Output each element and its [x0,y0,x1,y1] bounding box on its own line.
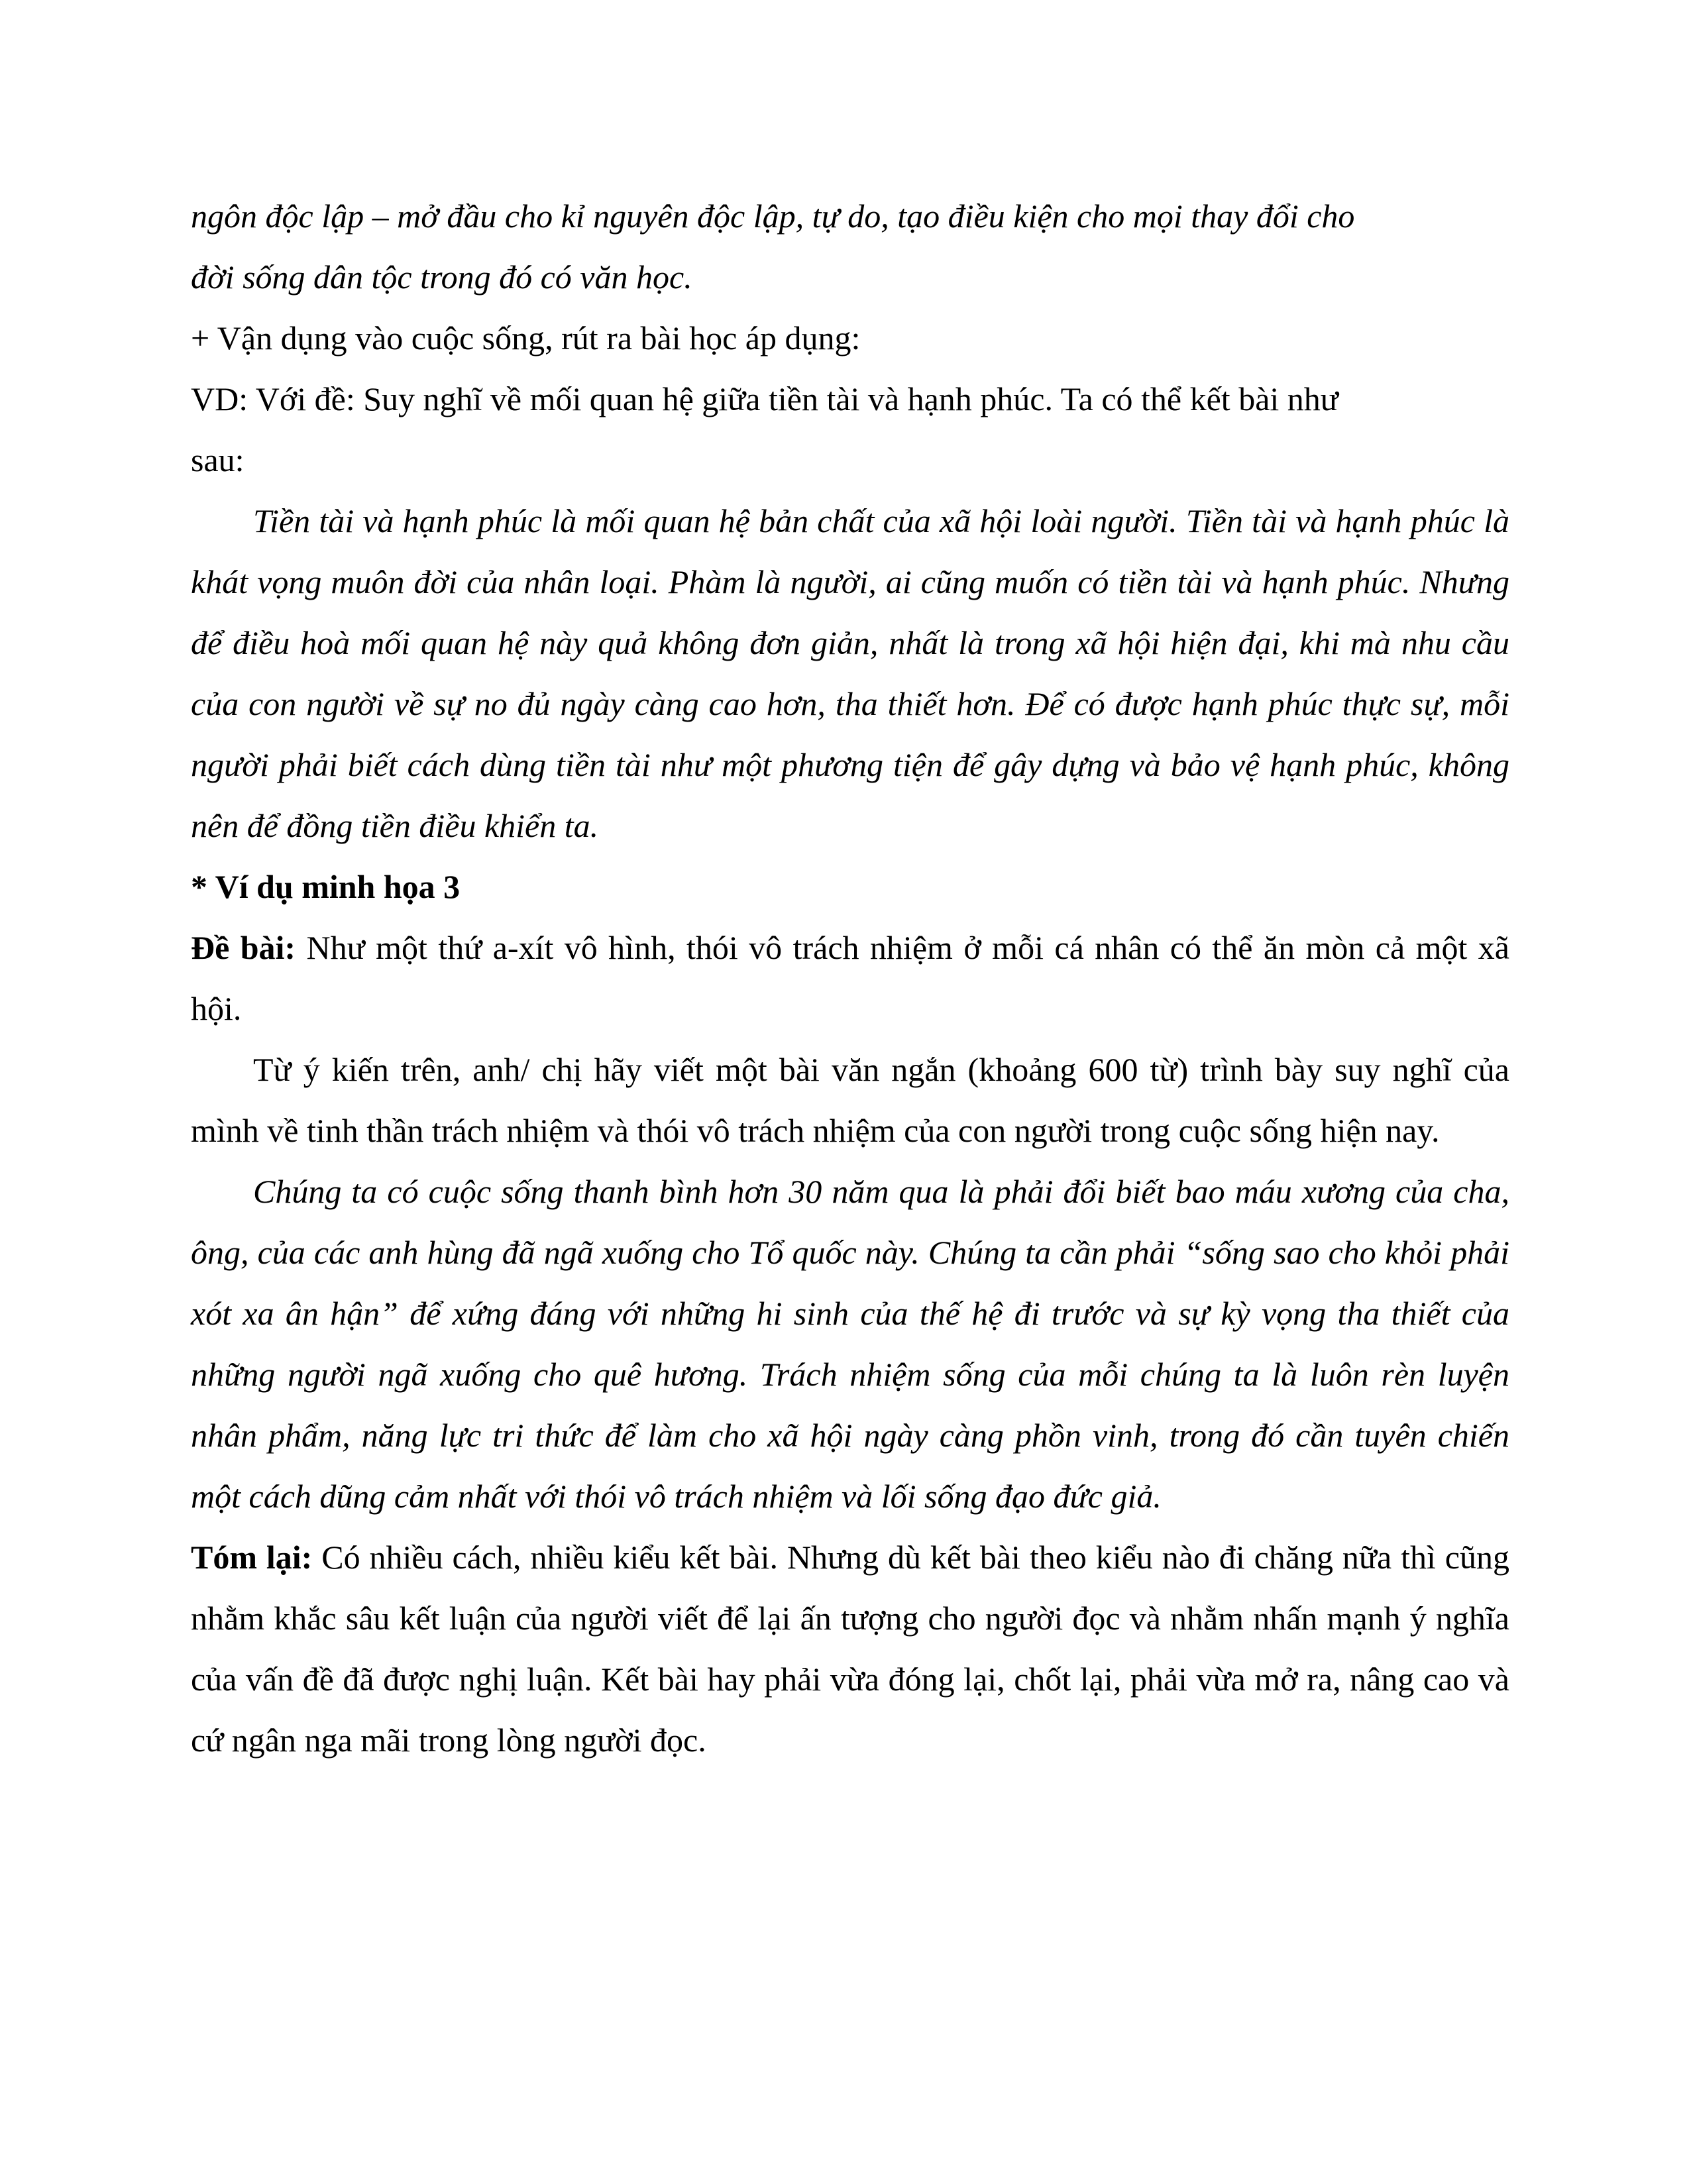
example-intro-line-2: sau: [191,441,245,478]
example3-heading: * Ví dụ minh họa 3 [191,868,461,905]
document-page [191,186,1509,1771]
task-paragraph: Từ ý kiến trên, anh/ chị hãy viết một bài văn ngắn (khoảng 600 từ) trình bày suy nghĩ của mình về tinh thần trách nhiệm và thói vô trách nhiệm của con người trong cuộc sống hiện nay. [191,1051,1509,1149]
example3-conclusion: Chúng ta có cuộc sống thanh bình hơn 30 năm qua là phải đổi biết bao máu xương của cha, ông, của các anh hùng đã ngã xuống cho Tổ quốc này. Chúng ta cần phải “sống sao cho khỏi phải xót xa ân hận” để xứng đáng với những hi sinh của thế hệ đi trước và sự kỳ vọng tha thiết của những người ngã xuống cho quê hương. Trách nhiệm sống của mỗi chúng ta là luôn rèn luyện nhân phẩm, năng lực tri thức để làm cho xã hội ngày càng phồn vinh, trong đó cần tuyên chiến một cách dũng cảm nhất với thói vô trách nhiệm và lối sống đạo đức giả. [191,1173,1509,1515]
summary-label: Tóm lại: [191,1539,313,1576]
summary-paragraph [191,1527,1509,1771]
example-conclusion: Tiền tài và hạnh phúc là mối quan hệ bản chất của xã hội loài người. Tiền tài và hạnh phúc là khát vọng muôn đời của nhân loại. Phàm là người, ai cũng muốn có tiền tài và hạnh phúc. Nhưng để điều hoà mối quan hệ này quả không đơn giản, nhất là trong xã hội hiện đại, khi mà nhu cầu của con người về sự no đủ ngày càng cao hơn, tha thiết hơn. Để có được hạnh phúc thực sự, mỗi người phải biết cách dùng tiền tài như một phương tiện để gây dựng và bảo vệ hạnh phúc, không nên để đồng tiền điều khiển ta. [191,502,1509,844]
intro-italic-line-1: ngôn độc lập – mở đầu cho kỉ nguyên độc lập, tự do, tạo điều kiện cho mọi thay đổi cho [191,197,1355,235]
topic-text: Như một thứ a-xít vô hình, thói vô trách nhiệm ở mỗi cá nhân có thể ăn mòn cả một xã hội. [191,929,1509,1027]
example-intro-line-1: VD: Với đề: Suy nghĩ về mối quan hệ giữa tiền tài và hạnh phúc. Ta có thể kết bài như [191,380,1338,417]
topic-label: Đề bài: [191,929,296,966]
topic-paragraph [191,917,1509,1039]
intro-italic-line-2: đời sống dân tộc trong đó có văn học. [191,258,692,296]
summary-text: Có nhiều cách, nhiều kiểu kết bài. Nhưng dù kết bài theo kiểu nào đi chăng nữa thì cũng nhằm khắc sâu kết luận của người viết để lại ấn tượng cho người đọc và nhằm nhấn mạnh ý nghĩa của vấn đề đã được nghị luận. Kết bài hay phải vừa đóng lại, chốt lại, phải vừa mở ra, nâng cao và cứ ngân nga mãi trong lòng người đọc. [191,1539,1509,1759]
apply-point: + Vận dụng vào cuộc sống, rút ra bài học áp dụng: [191,319,861,356]
